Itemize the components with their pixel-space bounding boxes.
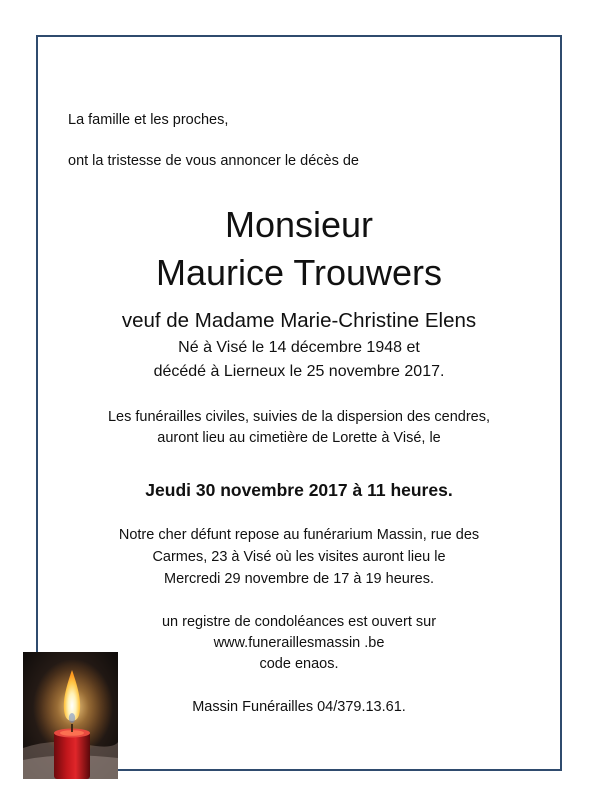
born-line: Né à Visé le 14 décembre 1948 et: [178, 339, 420, 356]
funeral-datetime: Jeudi 30 novembre 2017 à 11 heures.: [145, 480, 453, 500]
funeral-line-1: Les funérailles civiles, suivies de la dispersion des cendres,: [107, 409, 491, 425]
register-line-1: un registre de condoléances est ouvert sur: [161, 614, 437, 630]
rest-line-2: Carmes, 23 à Visé où les visites auront lieu le: [152, 549, 446, 565]
register-url: www.funeraillesmassin .be: [213, 635, 385, 651]
spouse-line: veuf de Madame Marie-Christine Elens: [121, 309, 477, 332]
honorific: Monsieur: [224, 204, 374, 245]
died-line: décédé à Lierneux le 25 novembre 2017.: [153, 363, 445, 380]
deceased-name: Maurice Trouwers: [155, 252, 443, 293]
intro-line-1: La famille et les proches,: [68, 112, 229, 128]
candle-icon: [23, 652, 118, 779]
rest-line-1: Notre cher défunt repose au funérarium Massin, rue des: [118, 527, 480, 543]
contact-line: Massin Funérailles 04/379.13.61.: [192, 699, 406, 715]
rest-line-3: Mercredi 29 novembre de 17 à 19 heures.: [163, 571, 435, 587]
register-code: code enaos.: [259, 656, 339, 672]
intro-line-2: ont la tristesse de vous annoncer le décès de: [68, 153, 359, 169]
funeral-line-2: auront lieu au cimetière de Lorette à Visé, le: [157, 430, 441, 446]
